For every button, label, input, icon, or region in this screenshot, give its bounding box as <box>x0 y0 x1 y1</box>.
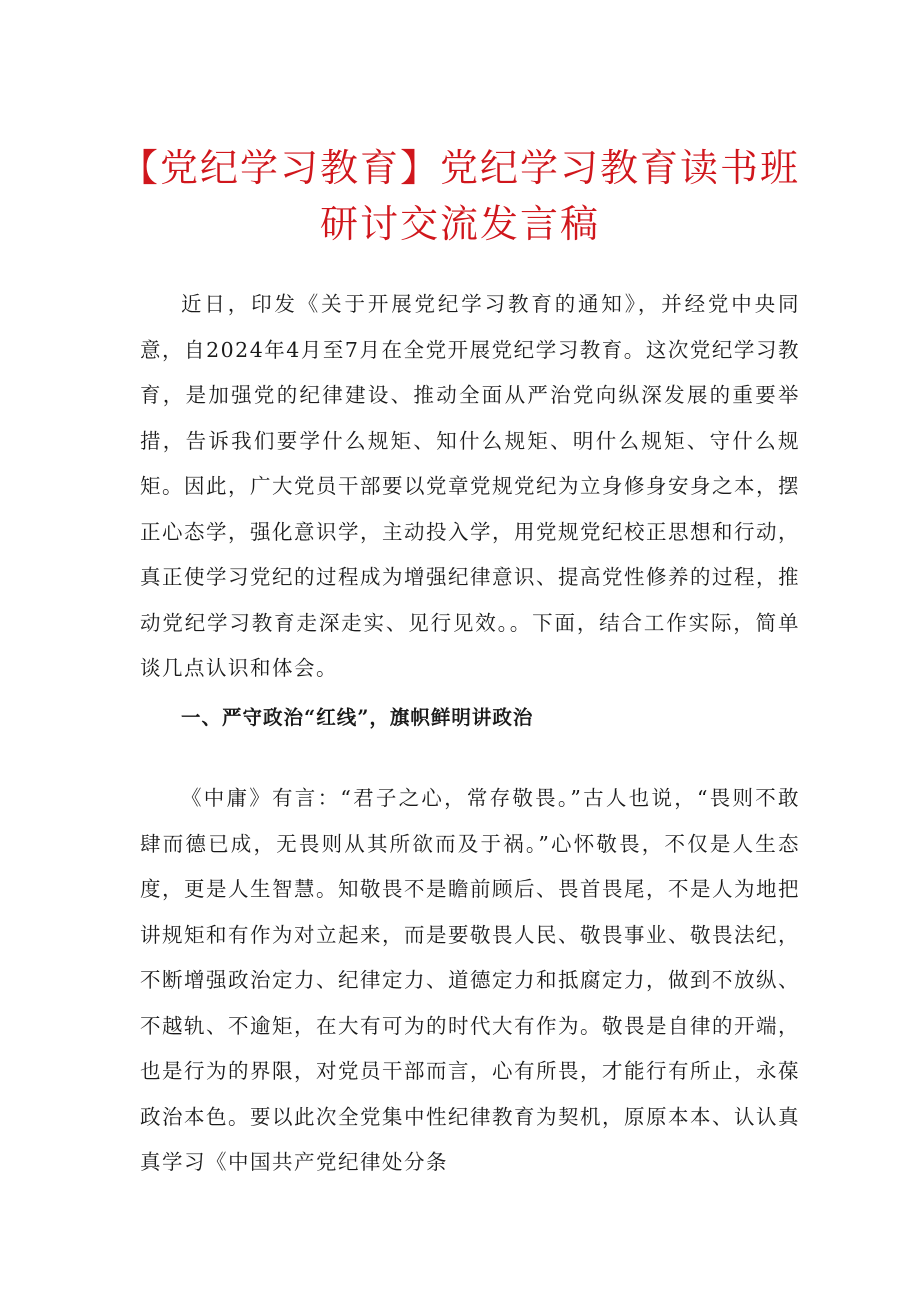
intro-paragraph: 近日，印发《关于开展党纪学习教育的通知》，并经党中央同意，自2024年4月至7月在全党开展党纪学习教育。这次党纪学习教育，是加强党的纪律建设、推动全面从严治党向纵深发展的重要举措，告诉我们要学什么规矩、知什么规矩、明什么规矩、守什么规矩。因此，广大党员干部要以党章党规党纪为立身修身安身之本，摆正心态学，强化意识学，主动投入学，用党规党纪校正思想和行动，真正使学习党纪的过程成为增强纪律意识、提高党性修养的过程，推动党纪学习教育走深走实、见行见效。。下面，结合工作实际，简单谈几点认识和体会。 <box>140 292 800 680</box>
document-title <box>120 140 800 252</box>
title-line-2: 研讨交流发言稿 <box>319 202 600 246</box>
title-line-1: 【党纪学习教育】党纪学习教育读书班 <box>120 146 801 190</box>
section-heading-1: 一、严守政治“红线”，旗帜鲜明讲政治 <box>181 706 534 729</box>
section-1-paragraph: 《中庸》有言：“君子之心，常存敬畏。”古人也说，“畏则不敢肆而德已成，无畏则从其所欲而及于祸。”心怀敬畏，不仅是人生态度，更是人生智慧。知敬畏不是瞻前顾后、畏首畏尾，不是人为地把讲规矩和有作为对立起来，而是要敬畏人民、敬畏事业、敬畏法纪，不断增强政治定力、纪律定力、道德定力和抵腐定力，做到不放纵、不越轨、不逾矩，在大有可为的时代大有作为。敬畏是自律的开端，也是行为的界限，对党员干部而言，心有所畏，才能行有所止，永葆政治本色。要以此次全党集中性纪律教育为契机，原原本本、认认真真学习《中国共产党纪律处分条 <box>140 786 800 1174</box>
